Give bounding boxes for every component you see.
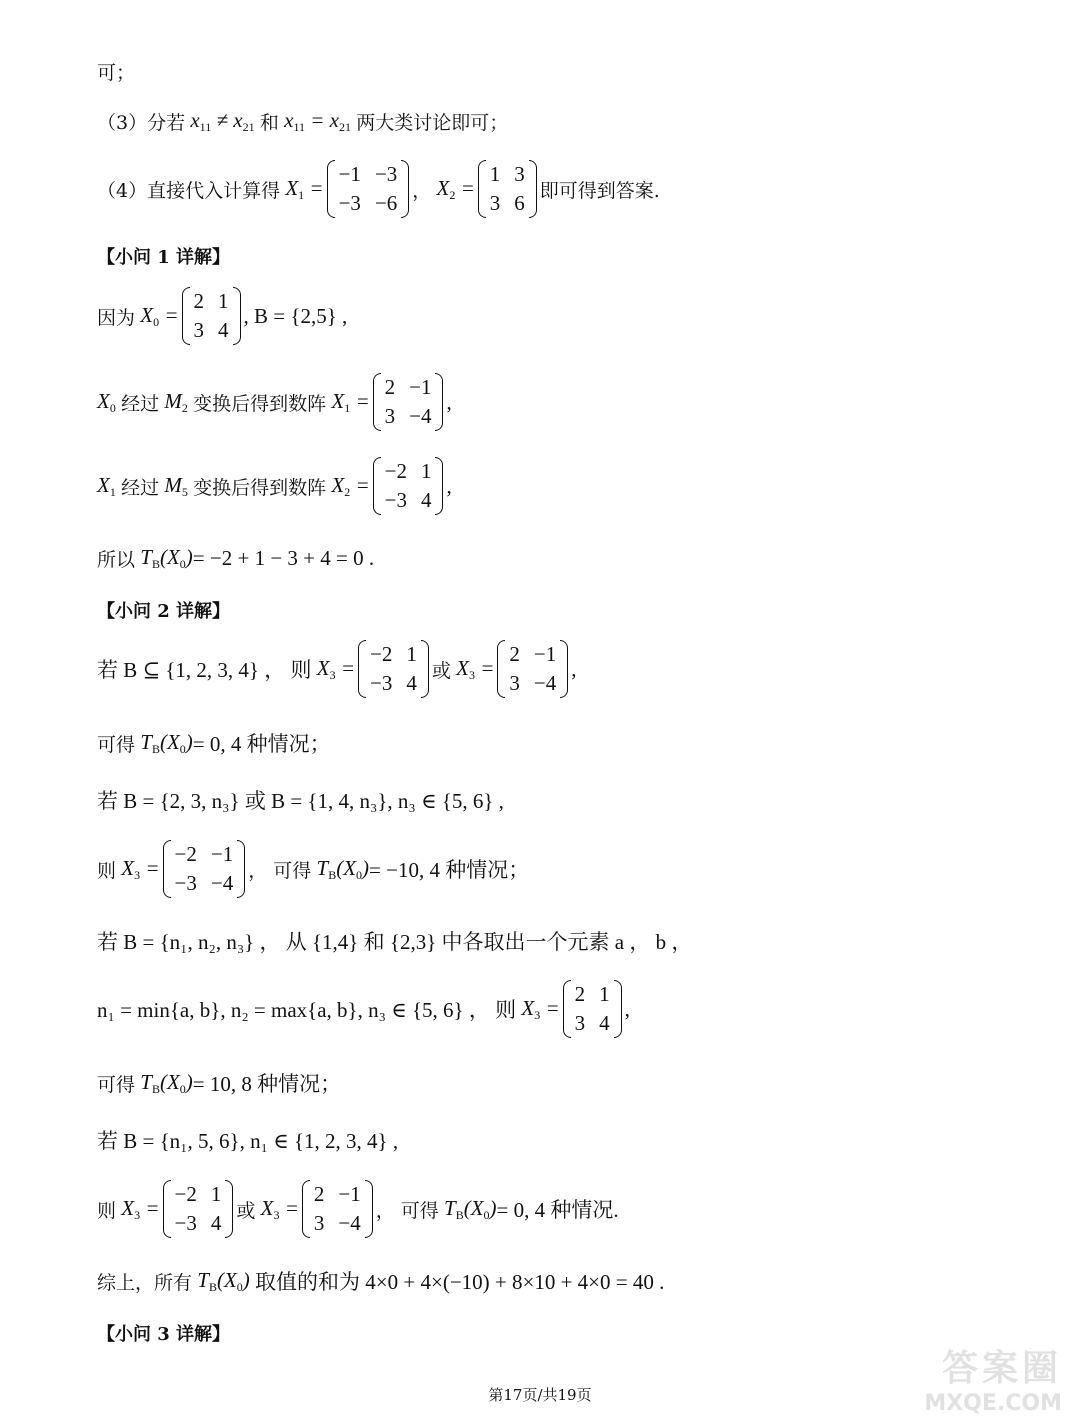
- math: $X_3$ =: [116, 1195, 160, 1222]
- matrix: −2 1 −3 4: [163, 1180, 234, 1238]
- comma: ,: [571, 656, 577, 681]
- matrix: −2 1 −3 4: [358, 640, 429, 698]
- math: $M_5$: [159, 472, 188, 499]
- text-line: [97, 58, 135, 85]
- comma: ,: [624, 996, 630, 1021]
- math: $X_1$ =: [326, 388, 370, 415]
- text-line: [97, 980, 630, 1038]
- text-line: [97, 160, 660, 218]
- watermark-text: 答案圈: [941, 1348, 1062, 1389]
- text: 和: [259, 112, 279, 134]
- text: （3）分若: [97, 112, 186, 134]
- text-line: [97, 457, 452, 515]
- text: 两大类讨论即可；: [356, 112, 509, 134]
- math: , B = {2,5} ,: [243, 303, 348, 328]
- heading-text: 【小问 1 详解】: [97, 247, 231, 268]
- text-line: [97, 373, 452, 431]
- math: = 0, 4 种情况；: [192, 732, 331, 756]
- math: $M_2$: [159, 388, 188, 415]
- text-line: [97, 1266, 664, 1296]
- text-line: [97, 1125, 398, 1155]
- matrix: 2 −1 3 −4: [497, 640, 568, 698]
- text: 变换后得到数阵: [193, 392, 327, 415]
- section-heading: [97, 597, 230, 623]
- math: $X_3$ =: [311, 655, 356, 682]
- heading-text: 【小问 2 详解】: [97, 601, 231, 622]
- text: ，: [412, 179, 432, 202]
- math: $T_B(X_0)$: [135, 545, 193, 571]
- math: $X_3$ =: [116, 855, 160, 882]
- section-heading: [97, 1320, 230, 1346]
- math: = 10, 8 种情况；: [192, 1072, 342, 1096]
- text: 或: [236, 1199, 256, 1222]
- math: = 0, 4 种情况.: [496, 1198, 619, 1222]
- math: = −10, 4 种情况；: [369, 858, 530, 882]
- text-line: [97, 108, 508, 135]
- text-line: [97, 840, 529, 898]
- math: $T_B(X_0)$: [438, 1195, 497, 1222]
- text-line: [97, 728, 331, 758]
- math: $X_2$ =: [431, 175, 475, 202]
- math: $T_B(X_0)$: [135, 1069, 193, 1096]
- matrix: −2 1 −3 4: [373, 457, 444, 515]
- text-line: [97, 287, 347, 345]
- text: 因为: [97, 306, 136, 329]
- text: 若 B = {n₁, n₂, n₃} ， 从 {1,4} 和 {2,3} 中各取出一个元素 a ， b ，: [97, 930, 693, 954]
- math: $T_B(X_0)$: [311, 855, 370, 882]
- text: （4）直接代入计算得: [97, 179, 281, 202]
- math: $X_3$ =: [516, 995, 560, 1022]
- text: 经过: [121, 476, 160, 499]
- text-line: [97, 640, 576, 698]
- text: 可得: [97, 733, 136, 756]
- text: 若 B = {n₁, 5, 6}, n₁ ∈ {1, 2, 3, 4} ,: [97, 1129, 399, 1153]
- text: ， 可得: [375, 1199, 439, 1222]
- math: $X_3$ =: [255, 1195, 299, 1222]
- text-line: [97, 926, 692, 956]
- text: 则: [97, 859, 117, 882]
- math: $X_2$ =: [326, 472, 370, 499]
- text: 或: [431, 659, 451, 682]
- matrix: −2 −1 −3 −4: [163, 840, 246, 898]
- text: 若 B ⊆ {1, 2, 3, 4} ， 则: [97, 658, 312, 682]
- math: 取值的和为 4×0 + 4×(−10) + 8×10 + 4×0 = 40 .: [255, 1270, 665, 1294]
- matrix: 1 3 3 6: [478, 160, 537, 218]
- text-line: [97, 545, 374, 572]
- math: $T_B(X_0)$: [192, 1267, 256, 1294]
- math: $X_1$ =: [280, 175, 324, 202]
- text-line: [97, 1068, 341, 1098]
- text-line: [97, 1180, 619, 1238]
- math: $X_3$ =: [450, 655, 495, 682]
- math: = −2 + 1 − 3 + 4 = 0 .: [192, 546, 375, 570]
- matrix: 2 1 3 4: [182, 287, 241, 345]
- text: 即可得到答案.: [539, 179, 660, 202]
- matrix: 2 1 3 4: [563, 980, 622, 1038]
- text: 所以: [97, 549, 136, 571]
- text: 可得: [97, 1073, 136, 1096]
- watermark-url: MXQE.COM: [924, 1391, 1062, 1416]
- math: $X_1$: [97, 472, 116, 499]
- text: 变换后得到数阵: [193, 476, 327, 499]
- text: 则: [97, 1199, 117, 1222]
- watermark-logo: [902, 1340, 1062, 1416]
- math: $x_{11} \ne x_{21}$: [185, 108, 255, 134]
- math: $T_B(X_0)$: [135, 729, 193, 756]
- comma: ,: [446, 389, 452, 414]
- comma: ,: [446, 473, 452, 498]
- math: $X_0$ =: [135, 302, 179, 329]
- page-footer: 第17页/共19页: [488, 1386, 592, 1404]
- matrix: 2 −1 3 −4: [373, 373, 444, 431]
- text: 经过: [121, 392, 160, 415]
- text: 可；: [97, 62, 136, 84]
- text: 综上，所有: [97, 1271, 193, 1294]
- math: $x_{11} = x_{21}$: [278, 108, 351, 134]
- text: 若 B = {2, 3, n₃} 或 B = {1, 4, n₃}, n₃ ∈ {5, 6} ,: [97, 789, 504, 813]
- math: $X_0$: [97, 388, 116, 415]
- matrix: 2 −1 3 −4: [302, 1180, 373, 1238]
- section-heading: [97, 243, 230, 269]
- text-line: [97, 785, 504, 815]
- matrix: −1 −3 −3 −6: [327, 160, 410, 218]
- text: n₁ = min{a, b}, n₂ = max{a, b}, n₃ ∈ {5, 6} ， 则: [97, 998, 517, 1022]
- heading-text: 【小问 3 详解】: [97, 1324, 231, 1345]
- text: ， 可得: [248, 859, 312, 882]
